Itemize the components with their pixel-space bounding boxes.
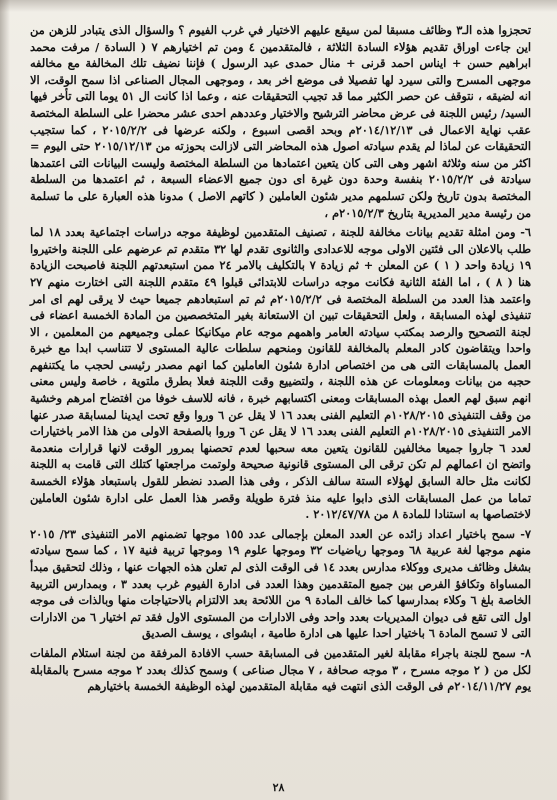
scan-edge-shadow	[0, 0, 10, 800]
scan-top-shadow	[0, 0, 557, 12]
page-number: ٢٨	[272, 781, 285, 794]
document-body	[30, 22, 531, 695]
paragraph-6: ٦- ومن امثلة تقديم بيانات مخالفة للجنة ، تصنيف المتقدمين لوظيفة موجه دراسات اجتماعية بعدد ١٨ لما طلب بالاعلان الى فئتين الاولى موجه للاعدادى والثانوى تقدم لها ٣٢ متقدم تم عرضهم على اللجنة واختيروا ١٩ زيادة واحد ( ١ ) عن المعلن + ثم زيادة ٧ بالتكليف بالامر ٢٤ ممن استبعدتهم اللجنة فاصبحت الزيادة هنا ( ٨ ) ، اما الفئة الثانية فكانت موجه دراسات للابتدائى قبلوا ٤٩ متقدم اللجنة التى اختارت منهم ٢٧ واعتمد هذا العدد من السلطة المختصة فى ٢٠١٥/٢/٢م ثم تم استبعادهم جميعا حيث لا يرقى لهم اى امر تنفيذى لهذه المسابقة ، ولعل التحقيقات تبين ان الاستعانة بغير المتخصصين من المادة الخمسة اعضاء فى لجنة التصحيح والرصد بمكتب سيادته العامر واهمهم موجه عام ميكانيكا عملى وجميعهم من المعلمين ، الا واحدا ويتقاضون كادر المعلم بالمخالفة للقانون ومنحهم سلطات عالية المستوى لا تتناسب ابدا مع خبرة العمل بالمسابقات التى هى من اختصاص ادارة شئون العاملين كما انهم مصدر رئيسى لحجب ما يكتنفهم حجبه من بيانات ومعلومات عن هذه اللجنة ، ولتضييع وقت اللجنة فعلا بطرق ملتوية ، خاصة وليس معنى انهم سبق لهم العمل بهذه المسابقات ومعنى اكتسابهم خبرة ، فانه للاسف خوفا من افتضاح امرهم وخشية من وقف التنفيذى ١٠٢٨/٢٠١٥م التعليم الفنى بعدد ١٦ لا يقل عن ٦ وروا وقع تحت ايدينا لمسابقة صدر عنها الامر التنفيذى ١٠٢٨/٢٠١٥م التعليم الفنى بعدد ١٦ لا يقل عن ٦ وروا بالصفحة الاولى من هذا الامر باختيارات لعدد ٦ جاروا جميعا مخالفين للقانون يتعين معه سحبها لعدم تحصنها بمرور الوقت لانها قرارات منعدمة واتضح ان اعمالهم لم تكن ترقى الى المستوى قانونية صحيحة ولوتمت مراجعتها كتلك التى قامت به اللجنة لكانت مثل حالة السابق لهؤلاء الستة سالف الذكر ، وفى هذا الصدد نضطر للقول باستبعاد هؤلاء الخمسة تماما من عمل المسابقات الذى دابوا عليه منذ فترة طويلة وقصر هذا العمل على ادارة شئون العاملين لاختصاصها به استنادا للمادة ٨ من ٢٠١٢/٤٧/٧٨ .	[30, 225, 532, 522]
paragraph-7: ٧- سمح باختيار اعداد زائده عن العدد المعلن بإجمالى عدد ١٥٥ موجها تضمنهم الامر التنفيذى ٢٣/ ٢٠١٥ منهم موجها لغة عربية ٦٨ وموجها رياضيات ٣٢ وموجها علوم ١٩ وموجها تربية فنية ١٧ ، كما سمح سيادته بشغل وظائف مديرى ووكلاء مدارس بعدد ١٤ فى الوقت الذى لم تعلن هذه الجهات عنها ، وذلك لتحقيق مبدأ المساواة وتكافؤ الفرص بين جميع المتقدمين وهذا العدد فى ادارة الفيوم غرب بعدد ٣ ، وبمدارس التربية الخاصة بلغ ٦ وكلاء بمدارسها كما خالف المادة ٩ من اللائحة بعد الالتزام بالاحتياجات منها وبالذات فى موجه اول التى تقع فى ديوان المديريات بعدد واحد وفى الادارات من المستوى الاول فقد تم اختيار ٦ من الادارات التى لا تسمح المادة ٦ باختيار احدا عليها هى ادارة طامية ، ابشواى ، يوسف الصديق	[30, 526, 532, 641]
paragraph-1: تحجزوا هذه الـ٣ وظائف مسبقا لمن سيقع عليهم الاختيار في غرب الفيوم ؟ والسؤال الذى يتبادر للزهن من اين جاءت اوراق تقديم هؤلاء السادة الثلاثة ، فالمتقدمين ٤ ومن تم اختيارهم ٧ ( السادة / مرفت محمد ابراهيم حسن + ايناس احمد قرنى + منال حمدى عبد الرسول ) فإننا نضيف تلك المخالفة مع مخالفه موجهى المسرح والتى سيرد لها تفصيلا فى موضع اخر بعد ، وموجهى المجال الصناعى اذا سمح الوقت، الا انه لضيقه ، نتوقف عن حصر الكثير مما قد تجيب التحقيقات عنه ، وعما اذا كانت ال ٥١ يوما التى تأخر فيها السيد/ رئيس اللجنة فى عرض محاضر الترشيح والاختيار وعددهم احدى عشر محضرا على السلطة المختصة عقب نهاية الاعمال فى ٢٠١٤/١٢/١٣م وبحد اقصى اسبوع ، ولكنه عرضها فى ٢٠١٥/٢/٢ ، كما ستجيب التحقيقات عن لماذا لم يقدم سيادته اصول هذه المحاضر التى لازالت بحوزته من ٢٠١٥/١٢/١٣ حتى اليوم = اكثر من سنه وثلاثة اشهر وهى التى كان يتعين اعتمادها من السلطة المختصة وليست البيانات التى اعتمدها سيادتة فى ٢٠١٥/٢/٢ بنفسة وحدة دون غيرة اى دون جميع الاعضاء السبعة ، ثم اعتمدها من السلطة المختصة بدون تاريخ ولكن تسلمهم مدير شئون العاملين ( كاتهم الاصل ) مدونا هذه العبارة على ما تسلمة من رئيسة مدير المديرية بتاريخ ٢٠١٥/٢/٣م ،	[30, 23, 532, 220]
paragraph-8: ٨- سمح للجنة باجراء مقابلة لغير المتقدمين فى المسابقة حسب الافادة المرفقة من لجنة استلام الملفات لكل من ( ٢ موجه مسرح ، ٣ موجه صحافة ، ٧ مجال صناعى ) وسمح كذلك بعدد ٢ موجه مسرح بالمقابلة يوم ٢٠١٤/١١/٢٧م فى الوقت الذى انتهت فيه مقابلة المتقدمين لهذه الوظيفة الخمسة باختيارهم	[30, 645, 532, 694]
